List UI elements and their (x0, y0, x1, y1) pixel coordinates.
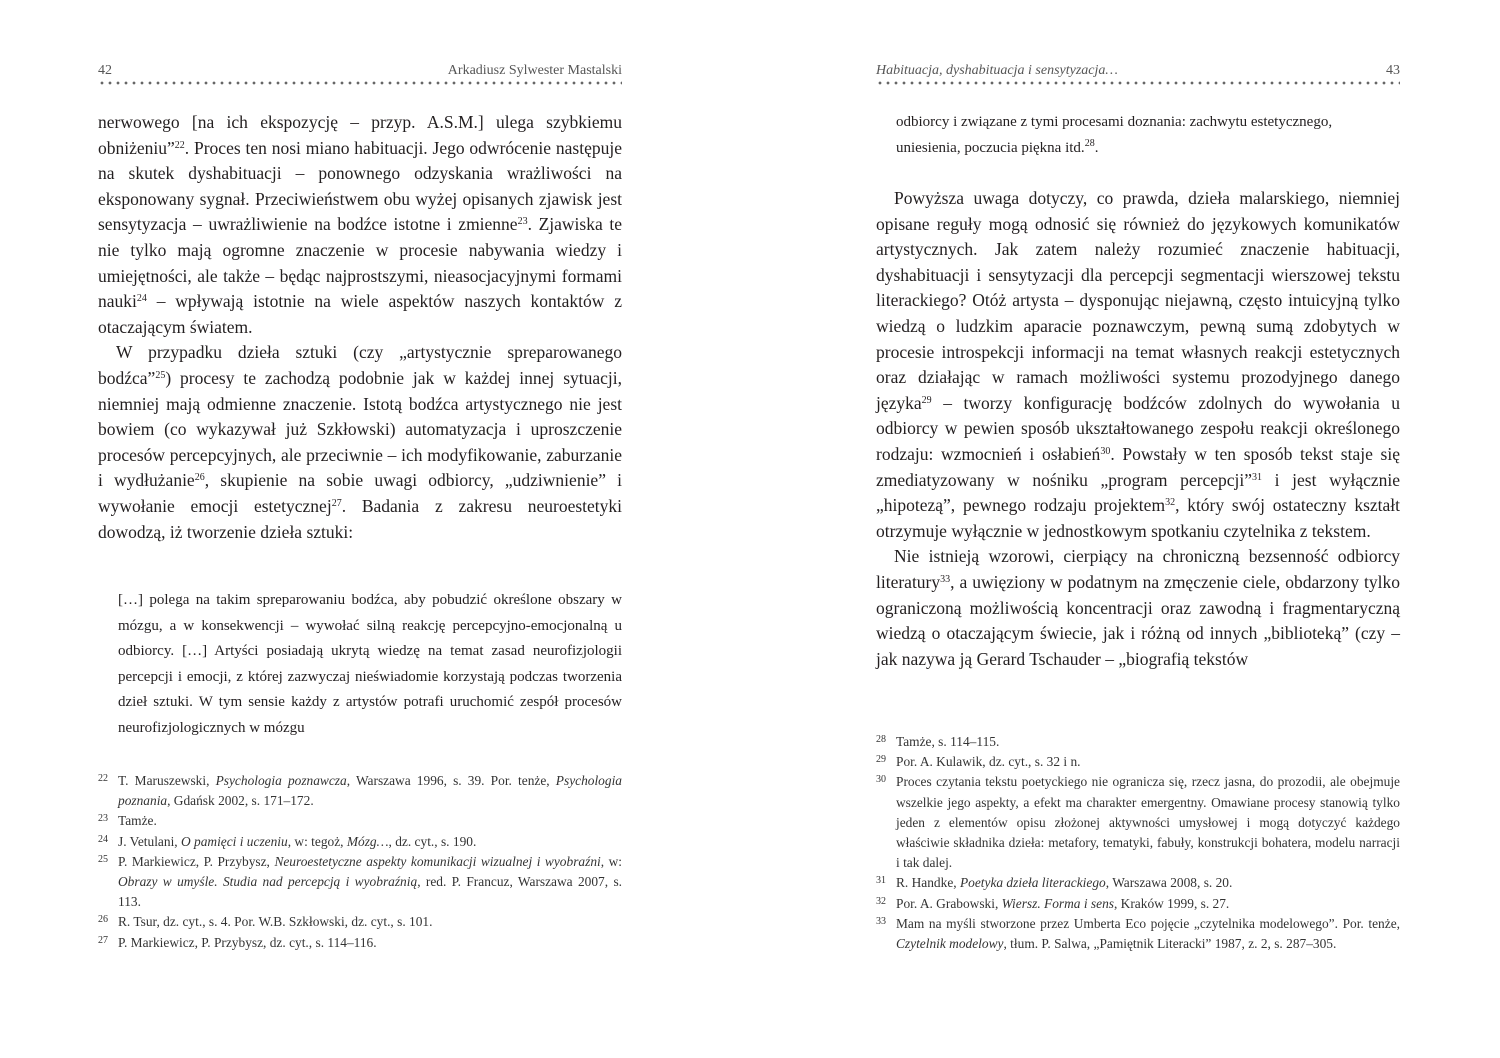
running-head-author: Arkadiusz Sylwester Mastalski (447, 63, 622, 78)
page-number: 42 (98, 63, 112, 78)
footnote: 33 Mam na myśli stworzone przez Umberta Eco pojęcie „czytelnika modelowego”. Por. tenże, Czytelnik modelowy, tłum. P. Salwa, „Pamiętnik Literacki” 1987, z. 2, s. 287–305. (876, 915, 1400, 952)
block-quote: […] polega na takim spreparowaniu bodźca, aby pobudzić określone obszary w mózgu, a w konsekwencji – wywołać silną reakcję percepcyjno-emocjonalną u odbiorcy. […] Artyści posiadają ukrytą wiedzę na temat zasad neurofizjologii percepcji i emocji, z której zazwyczaj nieświadomie korzystają podczas tworzenia dzieł sztuki. W tym sensie każdy z artystów potrafi uruchomić zespół procesów neurofizjologicznych w mózgu (118, 592, 622, 736)
footnote: 28 Tamże, s. 114–115. (876, 734, 1000, 749)
footnote-number: 30 (876, 774, 886, 786)
footnote-number: 32 (876, 895, 886, 907)
footnote-ref: 22 (174, 139, 185, 151)
footnote: 26 R. Tsur, dz. cyt., s. 4. Por. W.B. Szkłowski, dz. cyt., s. 101. (98, 914, 433, 930)
footnote-number: 22 (98, 773, 108, 784)
footnote: 22 T. Maruszewski, Psychologia poznawcza, Warszawa 1996, s. 39. Por. tenże, Psychologia poznania, Gdańsk 2002, s. 171–172. (98, 773, 622, 809)
footnote-ref: 30 (1100, 445, 1111, 457)
footnote: 32 Por. A. Grabowski, Wiersz. Forma i sens, Kraków 1999, s. 27. (876, 895, 1230, 911)
footnote-ref: 27 (331, 497, 342, 509)
footnote: 30 Proces czytania tekstu poetyckiego nie ogranicza się, rzecz jasna, do prozodii, ale obejmuje wszelkie jego aspekty, a efekt ma charakter emergentny. Omawiane procesy stanowią tylko jeden z elementów opisu złożonej aktywności umysłowej i mogą dotyczyć każdego właściwie składnika dzieła: metafory, tematyki, fabuły, konstrukcji bohatera, modelu narracji i tak dalej. (876, 774, 1400, 871)
footnote-ref: 31 (1252, 471, 1263, 483)
footnote-number: 24 (98, 833, 108, 845)
running-head-title: Habituacja, dyshabituacja i sensytyzacja… (876, 63, 1118, 78)
footnote: 31 R. Handke, Poetyka dzieła literackiego, Warszawa 2008, s. 20. (876, 875, 1233, 891)
paragraph: W przypadku dzieła sztuki (czy „artystycznie spreparowanego bodźca”$^{25}$) procesy te zachodzą podobnie jak w każdej innej sytuacji, niemniej mają odmienne znaczenie. Istotą bodźca artystycznego nie jest bowiem (co wykazywał już Szkłowski) automatyzacja i uproszczenie procesów percepcyjnych, ale przeciwnie – ich modyfikowanie, zaburzanie i wydłużanie$^{26}$, skupienie na sobie uwagi odbiorcy, „udziwnienie” i wywołanie emocji estetycznej$^{27}$. Badania z zakresu neuroestetyki dowodzą, iż tworzenie dzieła sztuki: (98, 342, 623, 542)
footnote-number: 25 (98, 853, 108, 865)
footnote-number: 31 (876, 875, 886, 887)
footnote-ref: 23 (517, 216, 528, 228)
right-body-text (876, 186, 1400, 672)
left-footnotes (98, 771, 622, 953)
footnote-number: 29 (876, 754, 886, 766)
left-body-text (98, 110, 622, 545)
footnote: 29 Por. A. Kulawik, dz. cyt., s. 32 i n. (876, 754, 1081, 770)
footnote-ref: 24 (136, 293, 147, 305)
paragraph: Powyższa uwaga dotyczy, co prawda, dzieła malarskiego, niemniej opisane reguły mogą odnosić się również do językowych komunikatów artystycznych. Jak zatem należy rozumieć znaczenie habituacji, dyshabituacji i sensytyzacji dla percepcji segmentacji wierszowej tekstu literackiego? Otóż artysta – dysponując niejawną, często intuicyjną tylko wiedzą o ludzkim aparacie poznawczym, pewną sumą zdobytych w procesie introspekcji informacji na temat własnych reakcji estetycznych oraz działając w ramach możliwości systemu prozodyjnego danego języka$^{29}$ – tworzy konfigurację bodźców zdolnych do wywołania u odbiorcy w pewien sposób ukształtowanego zespołu reakcji określonego rodzaju: wzmocnień i osłabień$^{30}$. Powstały w ten sposób tekst staje się zmediatyzowany w nośniku „program percepcji”$^{31}$ i jest wyłącznie „hipotezą”, pewnego rodzaju projektem$^{32}$, który swój ostateczny kształt otrzymuje wyłącznie w jednostkowym spotkaniu czytelnika z tekstem. (876, 188, 1401, 541)
header-dotted-rule (98, 81, 622, 85)
footnote-number: 27 (98, 934, 108, 946)
header-dotted-rule (876, 81, 1400, 85)
footnote: 27 P. Markiewicz, P. Przybysz, dz. cyt., s. 114–116. (98, 934, 377, 950)
right-footnotes (876, 732, 1400, 954)
footnote-number: 23 (98, 813, 108, 825)
page-number: 43 (1386, 63, 1400, 78)
footnote: 24 J. Vetulani, O pamięci i uczeniu, w: tegoż, Mózg…, dz. cyt., s. 190. (98, 833, 477, 849)
footnote-ref: 26 (194, 472, 205, 484)
footnote-number: 26 (98, 914, 108, 926)
footnote-ref: 33 (940, 573, 951, 585)
footnote-number: 28 (876, 734, 886, 745)
footnote-ref: 28 (1084, 137, 1095, 149)
block-quote-continued: odbiorcy i związane z tymi procesami doznania: zachwytu estetycznego, uniesienia, poczucia piękna itd.$^{28}$. (896, 114, 1333, 156)
right-header (876, 63, 1400, 83)
footnote-ref: 25 (155, 369, 166, 381)
footnote: 23 Tamże. (98, 813, 157, 829)
paragraph: Nie istnieją wzorowi, cierpiący na chroniczną bezsenność odbiorcy literatury$^{33}$, a uwięziony w podatnym na zmęczenie ciele, obdarzony tylko ograniczoną możliwością koncentracji oraz zawodną i fragmentaryczną wiedzą o otaczającym świecie, jak i różną od innych „biblioteką” (czy – jak nazywa ją Gerard Tschauder – „biografią tekstów (876, 546, 1400, 669)
footnote-ref: 29 (921, 394, 932, 406)
footnote-number: 33 (876, 915, 886, 927)
footnote-ref: 32 (1165, 497, 1176, 509)
footnote: 25 P. Markiewicz, P. Przybysz, Neuroestetyczne aspekty komunikacji wizualnej i wyobraźni, w: Obrazy w umyśle. Studia nad percepcją i wyobraźnią, red. P. Francuz, Warszawa 2007, s. 113. (98, 853, 623, 910)
left-header (98, 63, 622, 83)
paragraph: nerwowego [na ich ekspozycję – przyp. A.S.M.] ulega szybkiemu obniżeniu”$^{22}$. Proces ten nosi miano habituacji. Jego odwrócenie następuje na skutek dyshabituacji – ponownego odzyskania wrażliwości na eksponowany sygnał. Przeciwieństwem obu wyżej opisanych zjawisk jest sensytyzacja – uwrażliwienie na bodźce istotne i zmienne$^{23}$. Zjawiska te nie tylko mają ogromne znaczenie w procesie nabywania wiedzy i umiejętności, ale także – będąc najprostszymi, nieasocjacyjnymi formami nauki$^{24}$ – wpływają istotnie na wiele aspektów naszych kontaktów z otaczającym światem. (98, 112, 622, 337)
